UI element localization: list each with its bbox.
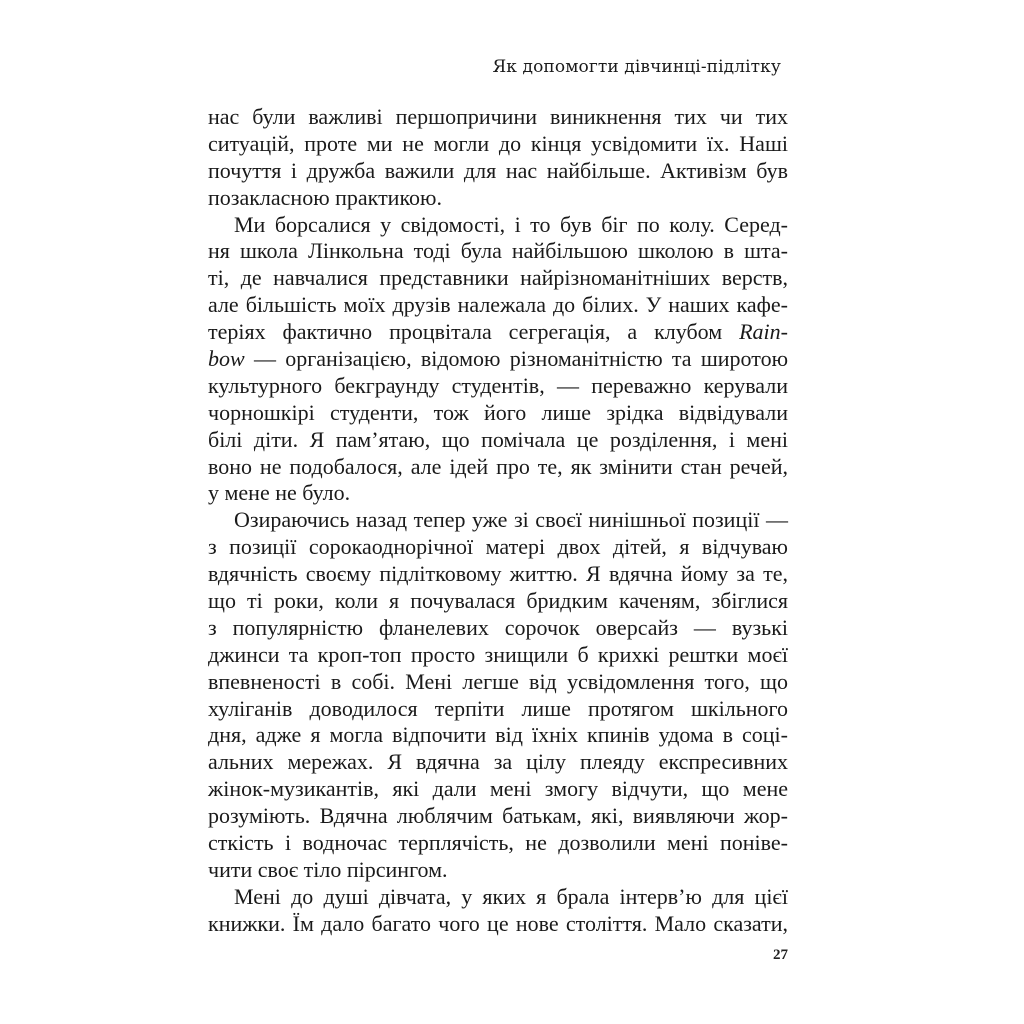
text-line: ті, де навчалися представники найрізноманітніших верств, xyxy=(208,265,788,291)
text-line xyxy=(208,346,788,373)
text-line: позакласною практикою. xyxy=(208,184,442,210)
text-segment: — організацією, відомою різноманітністю та широтою xyxy=(244,346,788,372)
text-line: книжки. Їм дало багато чого це нове століття. Мало сказати, xyxy=(208,910,788,936)
running-header: Як допомогти дівчинці-підлітку xyxy=(492,57,781,77)
italic-club-name: Rain- xyxy=(739,319,788,345)
text-line: Мені до душі дівчата, у яких я брала інтерв’ю для цієї xyxy=(234,883,788,909)
text-line xyxy=(208,319,788,346)
text-line: дня, адже я могла відпочити від їхніх кпинів удома в соці- xyxy=(208,722,788,748)
page-number: 27 xyxy=(773,947,788,963)
text-line: але більшість моїх друзів належала до білих. У наших кафе- xyxy=(208,292,788,318)
text-line: впевненості в собі. Мені легше від усвідомлення того, що xyxy=(208,668,788,694)
text-line: у мене не було. xyxy=(208,480,351,506)
body-text xyxy=(208,104,788,938)
text-line: з популярністю фланелевих сорочок оверсайз — вузькі xyxy=(208,614,788,640)
text-line: вдячність своєму підлітковому життю. Я вдячна йому за те, xyxy=(208,561,788,587)
text-line: Ми борсалися у свідомості, і то був біг по колу. Серед- xyxy=(234,211,788,237)
text-line: чити своє тіло пірсингом. xyxy=(208,856,448,882)
text-line: альних мережах. Я вдячна за цілу плеяду експресивних xyxy=(208,749,788,775)
italic-club-name: bow xyxy=(208,346,245,372)
text-line: культурного бекграунду студентів, — переважно керували xyxy=(208,372,788,398)
text-line: жінок-музикантів, які дали мені змогу відчути, що мене xyxy=(208,776,788,802)
text-line: нас були важливі першопричини виникнення тих чи тих xyxy=(208,104,788,129)
text-line: що ті роки, коли я почувалася бридким каченям, збіглися xyxy=(208,588,788,614)
text-segment: теріях фактично процвітала сегрегація, а клубом xyxy=(208,319,740,345)
text-line: ня школа Лінкольна тоді була найбільшою школою в шта- xyxy=(208,238,788,264)
text-line: розуміють. Вдячна люблячим батькам, які, виявляючи жор- xyxy=(208,803,788,829)
text-line: хуліганів доводилося терпіти лише протягом шкільного xyxy=(208,695,788,721)
text-line: Озираючись назад тепер уже зі своєї нинішньої позиції — xyxy=(234,507,788,533)
text-line: ситуацій, проте ми не могли до кінця усвідомити їх. Наші xyxy=(208,130,788,156)
text-line: воно не подобалося, але ідей про те, як змінити стан речей, xyxy=(208,453,788,479)
text-line: чорношкірі студенти, тож його лише зрідка відвідували xyxy=(208,399,788,425)
text-line: почуття і дружба важили для нас найбільше. Активізм був xyxy=(208,157,788,183)
text-line: білі діти. Я пам’ятаю, що помічала це розділення, і мені xyxy=(208,426,788,452)
text-line: джинси та кроп-топ просто знищили б крихкі рештки моєї xyxy=(208,641,788,667)
text-line: сткість і водночас терплячість, не дозволили мені поніве- xyxy=(208,830,788,856)
text-line: з позиції сорокаоднорічної матері двох дітей, я відчуваю xyxy=(208,534,788,560)
